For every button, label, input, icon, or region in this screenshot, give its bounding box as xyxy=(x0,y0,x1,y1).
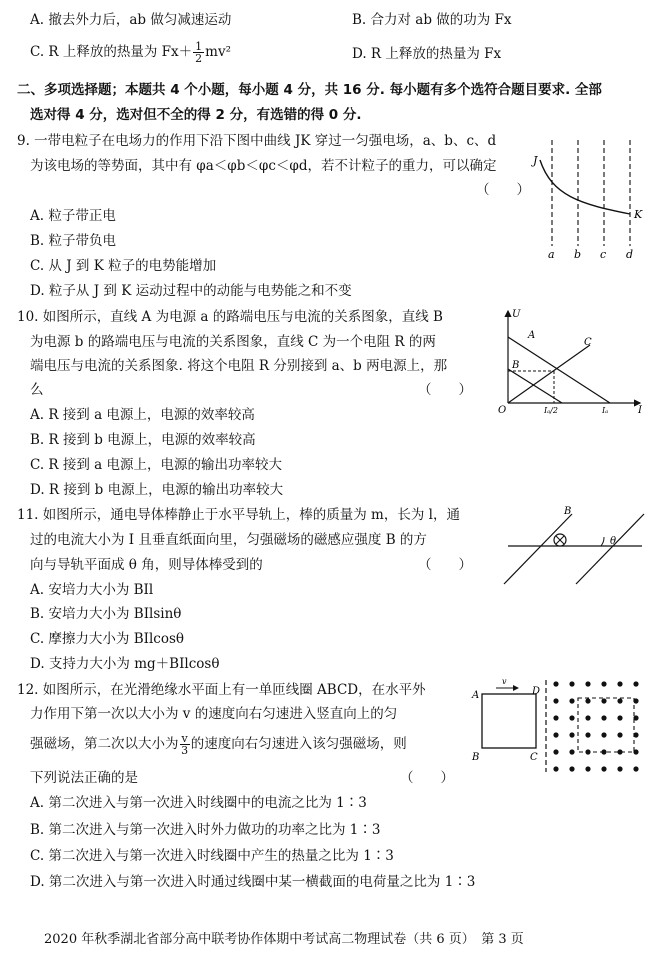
q11-option-b: B. 安培力大小为 BIlsinθ xyxy=(30,606,182,622)
field-dot xyxy=(633,732,638,737)
field-dot xyxy=(617,749,622,754)
answer-paren: （ ） xyxy=(418,382,472,398)
fraction: $\frac{v}{3}$ xyxy=(181,732,189,757)
q11-option-c: C. 摩擦力大小为 BIlcosθ xyxy=(30,631,185,647)
q10-option-b: B. R 接到 b 电源上，电源的效率较高 xyxy=(30,432,256,448)
q9-option-d: D. 粒子从 J 到 K 运动过程中的动能与电势能之和不变 xyxy=(30,283,352,299)
field-dot xyxy=(633,749,638,754)
answer-paren: （ ） xyxy=(418,557,472,573)
svg-text:J: J xyxy=(533,154,538,167)
svg-text:C: C xyxy=(530,752,538,763)
field-dot xyxy=(553,766,558,771)
field-dot xyxy=(553,681,558,686)
field-dot xyxy=(601,681,606,686)
answer-paren: （ ） xyxy=(400,770,454,786)
svg-text:D: D xyxy=(532,686,541,697)
section-heading: 二、多项选择题；本题共 4 个小题，每小题 4 分，共 16 分. 每小题有多个选符合题目要求. 全部 xyxy=(17,82,602,98)
svg-text:d: d xyxy=(626,248,634,261)
q9-stem-2: 为该电场的等势面，其中有 φa＜φb＜φc＜φd，若不计粒子的重力，可以确定 xyxy=(30,158,497,174)
svg-text:A: A xyxy=(528,330,536,341)
field-dot xyxy=(601,698,606,703)
svg-text:B: B xyxy=(512,360,520,371)
fraction: $\frac{1}{2}$ xyxy=(195,40,203,65)
q12-option-c: C. 第二次进入与第一次进入时线圈中产生的热量之比为 1∶3 xyxy=(30,848,394,864)
field-dot xyxy=(601,715,606,720)
q11-option-d: D. 支持力大小为 mg＋BIlcosθ xyxy=(30,656,220,672)
q11-stem-3: 向与导轨平面成 θ 角，则导体棒受到的 xyxy=(30,557,263,573)
q9-option-b: B. 粒子带负电 xyxy=(30,233,117,249)
svg-text:U: U xyxy=(512,309,521,320)
svg-text:C: C xyxy=(584,337,592,348)
q12-option-b: B. 第二次进入与第一次进入时外力做功的功率之比为 1∶3 xyxy=(30,822,381,838)
field-dot xyxy=(617,732,622,737)
magnetic-field-dots xyxy=(553,681,638,771)
q11-stem-2: 过的电流大小为 I 且垂直纸面向里，匀强磁场的磁感应强度 B 的方 xyxy=(30,532,427,548)
coil-abcd xyxy=(482,694,536,748)
q11-rail-figure xyxy=(500,498,650,590)
field-dot xyxy=(585,749,590,754)
field-dot xyxy=(633,715,638,720)
field-dot xyxy=(553,715,558,720)
q11-stem: 11. 如图所示，通电导体棒静止于水平导轨上，棒的质量为 m，长为 l，通 xyxy=(17,507,460,523)
q10-option-a: A. R 接到 a 电源上，电源的效率较高 xyxy=(30,407,255,423)
q9-field-figure xyxy=(530,138,650,263)
q12-stem-2: 力作用下第一次以大小为 v 的速度向右匀速进入竖直向上的匀 xyxy=(30,706,398,722)
q10-stem: 10. 如图所示，直线 A 为电源 a 的路端电压与电流的关系图象，直线 B xyxy=(17,309,443,325)
q10-stem-2: 为电源 b 的路端电压与电流的关系图象，直线 C 为一个电阻 R 的两 xyxy=(30,334,436,350)
q12-coil-figure xyxy=(468,676,650,776)
field-dot xyxy=(617,766,622,771)
q12-stem: 12. 如图所示，在光滑绝缘水平面上有一单匝线圈 ABCD，在水平外 xyxy=(17,682,426,698)
field-dot xyxy=(585,732,590,737)
option-d: D. R 上释放的热量为 Fx xyxy=(352,46,502,62)
field-dot xyxy=(553,749,558,754)
field-dot xyxy=(553,698,558,703)
section-heading-cont: 选对得 4 分，选对但不全的得 2 分，有选错的得 0 分. xyxy=(30,107,362,123)
q12-stem-3: 强磁场，第二次以大小为 $\frac{v}{3}$ 的速度向右匀速进入该匀强磁场，则 xyxy=(30,732,407,757)
option-c: C. R 上释放的热量为 Fx＋ $\frac{1}{2}$ mv² xyxy=(30,40,232,65)
field-dot xyxy=(633,698,638,703)
svg-text:b: b xyxy=(574,248,582,261)
svg-text:B: B xyxy=(472,752,480,763)
field-dot xyxy=(553,732,558,737)
field-line-left xyxy=(504,514,572,584)
field-dot xyxy=(569,749,574,754)
dashed-frame xyxy=(578,698,634,752)
svg-text:c: c xyxy=(600,248,607,261)
svg-text:Iₐ/2: Iₐ/2 xyxy=(544,406,558,415)
page-footer: 2020 年秋季湖北省部分高中联考协作体期中考试高二物理试卷（共 6 页） 第 3 页 xyxy=(44,932,524,947)
field-dot xyxy=(617,715,622,720)
q12-option-a: A. 第二次进入与第一次进入时线圈中的电流之比为 1∶3 xyxy=(30,795,367,811)
q10-option-d: D. R 接到 b 电源上，电源的输出功率较大 xyxy=(30,482,284,498)
field-dot xyxy=(585,681,590,686)
q11-option-a: A. 安培力大小为 BIl xyxy=(30,582,154,598)
line-a xyxy=(508,337,610,403)
field-dot xyxy=(601,749,606,754)
svg-text:a: a xyxy=(548,248,555,261)
option-b: B. 合力对 ab 做的功为 Fx xyxy=(352,12,512,28)
q12-stem-4: 下列说法正确的是 xyxy=(30,770,138,786)
trajectory-jk xyxy=(540,160,630,214)
q9-stem: 9. 一带电粒子在电场力的作用下沿下图中曲线 JK 穿过一匀强电场，a、b、c、d xyxy=(17,133,497,149)
field-dot xyxy=(569,698,574,703)
answer-paren: （ ） xyxy=(476,182,530,198)
svg-text:θ: θ xyxy=(610,536,617,547)
field-dot xyxy=(569,732,574,737)
q9-option-c: C. 从 J 到 K 粒子的电势能增加 xyxy=(30,258,217,274)
field-dot xyxy=(585,766,590,771)
q10-option-c: C. R 接到 a 电源上，电源的输出功率较大 xyxy=(30,457,283,473)
field-dot xyxy=(633,766,638,771)
svg-text:K: K xyxy=(634,208,643,221)
field-line-right xyxy=(576,514,644,584)
field-dot xyxy=(585,698,590,703)
field-dot xyxy=(569,681,574,686)
q9-option-a: A. 粒子带正电 xyxy=(30,208,116,224)
svg-text:Iₐ: Iₐ xyxy=(602,406,609,415)
svg-text:I: I xyxy=(638,405,642,416)
svg-text:A: A xyxy=(472,690,480,701)
field-dot xyxy=(569,715,574,720)
field-dot xyxy=(617,698,622,703)
q10-ui-graph xyxy=(498,305,648,417)
field-dot xyxy=(633,681,638,686)
field-dot xyxy=(569,766,574,771)
q12-option-d: D. 第二次进入与第一次进入时通过线圈中某一横截面的电荷量之比为 1∶3 xyxy=(30,874,476,890)
q10-stem-3: 端电压与电流的关系图象. 将这个电阻 R 分别接到 a、b 两电源上，那 xyxy=(30,358,448,374)
option-a: A. 撤去外力后，ab 做匀减速运动 xyxy=(30,12,232,28)
svg-text:v: v xyxy=(502,677,507,686)
svg-text:B: B xyxy=(564,506,572,517)
field-dot xyxy=(601,732,606,737)
field-dot xyxy=(601,766,606,771)
field-dot xyxy=(617,681,622,686)
field-dot xyxy=(585,715,590,720)
svg-text:O: O xyxy=(498,405,507,416)
q10-stem-4: 么 xyxy=(30,382,44,398)
